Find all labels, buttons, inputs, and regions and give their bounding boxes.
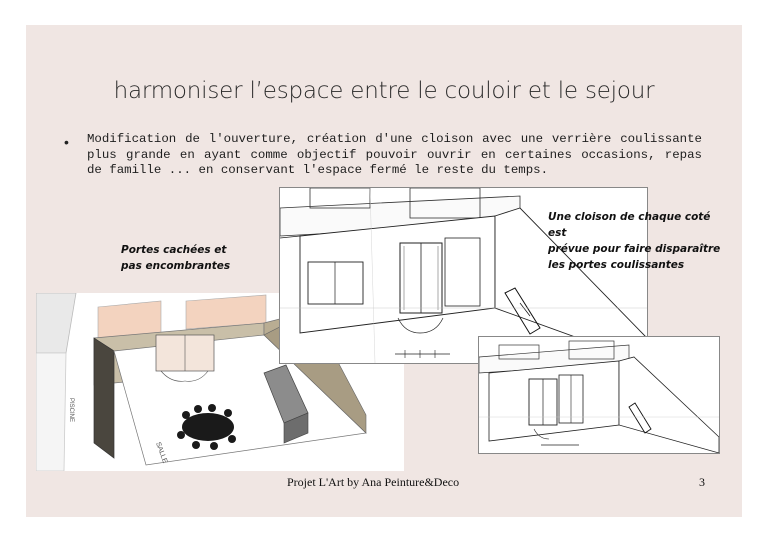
note-right-line-2: prévue pour faire disparaître [548,243,721,255]
bullet-marker: • [64,134,69,150]
note-right-line-1: Une cloison de chaque coté est [548,211,711,239]
bullet-text: Modification de l'ouverture, création d'une cloison avec une verrière coulissante plus grande en ayant comme objectif pouvoir ouvrir en certaines occasions, repas de famille ... en conservant l'espace fermé le reste du temps. [87,132,702,178]
note-partition-each-side [548,209,730,273]
plan-label-left: PISCINE [68,398,74,423]
slide-title: harmoniser l’espace entre le couloir et le sejour [113,78,655,104]
footer-credit: Projet L'Art by Ana Peinture&Deco [287,475,460,489]
page-number: 3 [699,475,705,489]
note-left-line-1: Portes cachées et [121,244,227,256]
plan-3d-wireframe-small-image [478,336,720,454]
note-right-line-3: les portes coulissantes [548,259,685,271]
note-hidden-doors [121,242,261,274]
note-left-line-2: pas encombrantes [121,260,231,272]
plan-label-room: SALLE [154,441,169,465]
